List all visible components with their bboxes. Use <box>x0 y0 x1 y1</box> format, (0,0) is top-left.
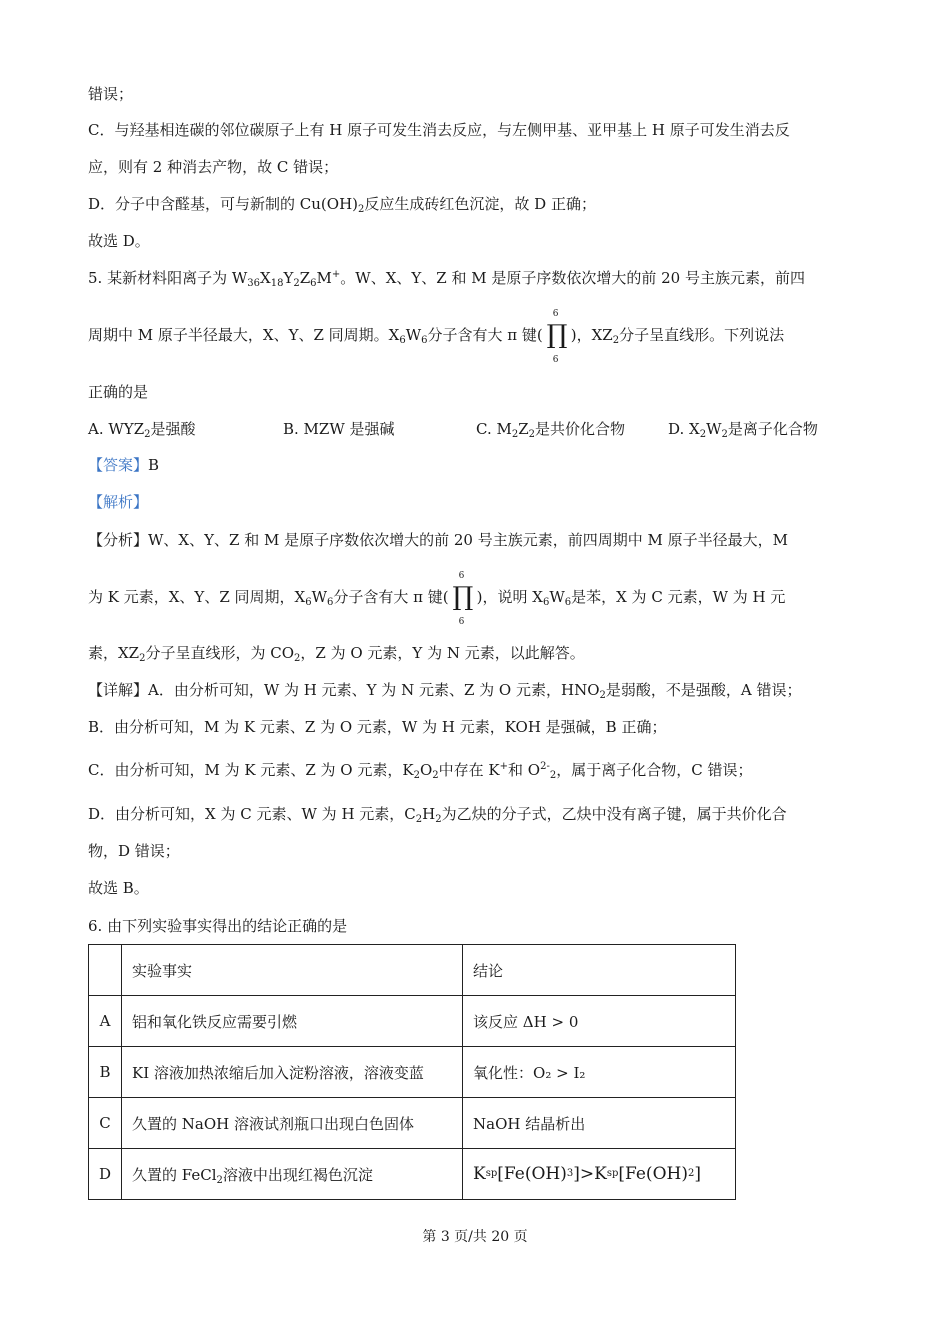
table-row <box>89 996 736 1047</box>
analysis-tag: 【解析】 <box>88 493 149 511</box>
table-cell: 久置的 NaOH 溶液试剂瓶口出现白色固体 <box>122 1098 463 1149</box>
text-line: D．分子中含醛基，可与新制的 $Cu(OH)_2$反应生成砖红色沉淀，故 D 正确； <box>88 195 596 215</box>
table-row <box>89 1149 736 1200</box>
row-label: D <box>89 1149 122 1200</box>
text-line: 应，则有 2 种消去产物，故 C 错误； <box>88 158 339 176</box>
answer-line: 【答案】B <box>88 456 160 474</box>
option-b: B. MZW 是强碱 <box>283 420 395 438</box>
table-cell: 铝和氧化铁反应需要引燃 <box>122 996 463 1047</box>
text-line: 故选 D。 <box>88 232 150 250</box>
table-cell: 氧化性：O₂ > I₂ <box>463 1047 736 1098</box>
table-row <box>89 1047 736 1098</box>
option-c: C. $M_2Z_2$是共价化合物 <box>476 420 626 440</box>
page-footer: 第 3 页/共 20 页 <box>422 1229 528 1245</box>
text-line: C．与羟基相连碳的邻位碳原子上有 H 原子可发生消去反应，与左侧甲基、亚甲基上 H 原子可发生消去反 <box>88 121 790 139</box>
table-row <box>89 1098 736 1149</box>
detail-text: D．由分析可知，X 为 C 元素、W 为 H 元素，$C_2H_2$为乙炔的分子式，乙炔中没有离子键，属于共价化合 <box>88 805 787 825</box>
table-cell: KI 溶液加热浓缩后加入淀粉溶液，溶液变蓝 <box>122 1047 463 1098</box>
pi-product-icon: 6 ∏ 6 <box>546 309 568 365</box>
table-cell: NaOH 结晶析出 <box>463 1098 736 1149</box>
table-cell: 该反应 ΔH > 0 <box>463 996 736 1047</box>
experiment-table <box>88 944 736 1200</box>
table-header-row <box>89 945 736 996</box>
table-header-cell: 结论 <box>463 945 736 996</box>
question-6-stem: 6. 由下列实验事实得出的结论正确的是 <box>88 917 348 935</box>
text-line: 错误； <box>88 85 134 103</box>
detail-text: 【详解】A．由分析可知，W 为 H 元素、Y 为 N 元素、Z 为 O 元素，$HNO_2$是弱酸，不是强酸，A 错误； <box>88 681 802 701</box>
answer-tag: 【答案】 <box>88 456 149 474</box>
pi-product-icon: 6 ∏ 6 <box>452 571 474 627</box>
table-cell: 久置的 FeCl$_2$溶液中出现红褐色沉淀 <box>122 1149 463 1200</box>
option-a: A. $WYZ_2$是强酸 <box>88 420 196 440</box>
question-5-stem: 周期中 M 原子半径最大，X、Y、Z 同周期。$X_6W_6$分子含有大 π 键( 6 ∏ 6 )，$XZ_2$分子呈直线形。下列说法 <box>88 309 785 365</box>
table-cell <box>463 1149 736 1200</box>
table-cell <box>89 945 122 996</box>
row-label: B <box>89 1047 122 1098</box>
option-d: D. $X_2W_2$是离子化合物 <box>668 420 818 440</box>
table-header-cell: 实验事实 <box>122 945 463 996</box>
row-label: A <box>89 996 122 1047</box>
detail-text: 故选 B。 <box>88 879 149 897</box>
detail-text: 物，D 错误； <box>88 842 180 860</box>
detail-text: B．由分析可知，M 为 K 元素、Z 为 O 元素，W 为 H 元素，KOH 是强碱，B 正确； <box>88 718 667 736</box>
ksp-comparison: K sp [Fe(OH) 3 ]>K sp [Fe(OH) 2 ] <box>473 1164 701 1184</box>
analysis-text: 为 K 元素，X、Y、Z 同周期，$X_6W_6$分子含有大 π 键( 6 ∏ 6 )，说明 $X_6W_6$是苯，X 为 C 元素，W 为 H 元 <box>88 571 786 627</box>
row-label: C <box>89 1098 122 1149</box>
detail-text: C．由分析可知，M 为 K 元素、Z 为 O 元素，$K_2O_2$中存在 K+和 $O^{2-}_2$，属于离子化合物，C 错误； <box>88 761 753 781</box>
question-5-stem: 5. 某新材料阳离子为 $W_{36}X_{18}Y_2Z_6M^+$。W、X、Y、Z 和 M 是原子序数依次增大的前 20 号主族元素，前四 <box>88 269 805 289</box>
analysis-text: 素，$XZ_2$分子呈直线形，为 $CO_2$，Z 为 O 元素，Y 为 N 元素，以此解答。 <box>88 644 585 664</box>
analysis-text: 【分析】W、X、Y、Z 和 M 是原子序数依次增大的前 20 号主族元素，前四周期中 M 原子半径最大，M <box>88 531 788 549</box>
question-5-stem: 正确的是 <box>88 383 149 401</box>
